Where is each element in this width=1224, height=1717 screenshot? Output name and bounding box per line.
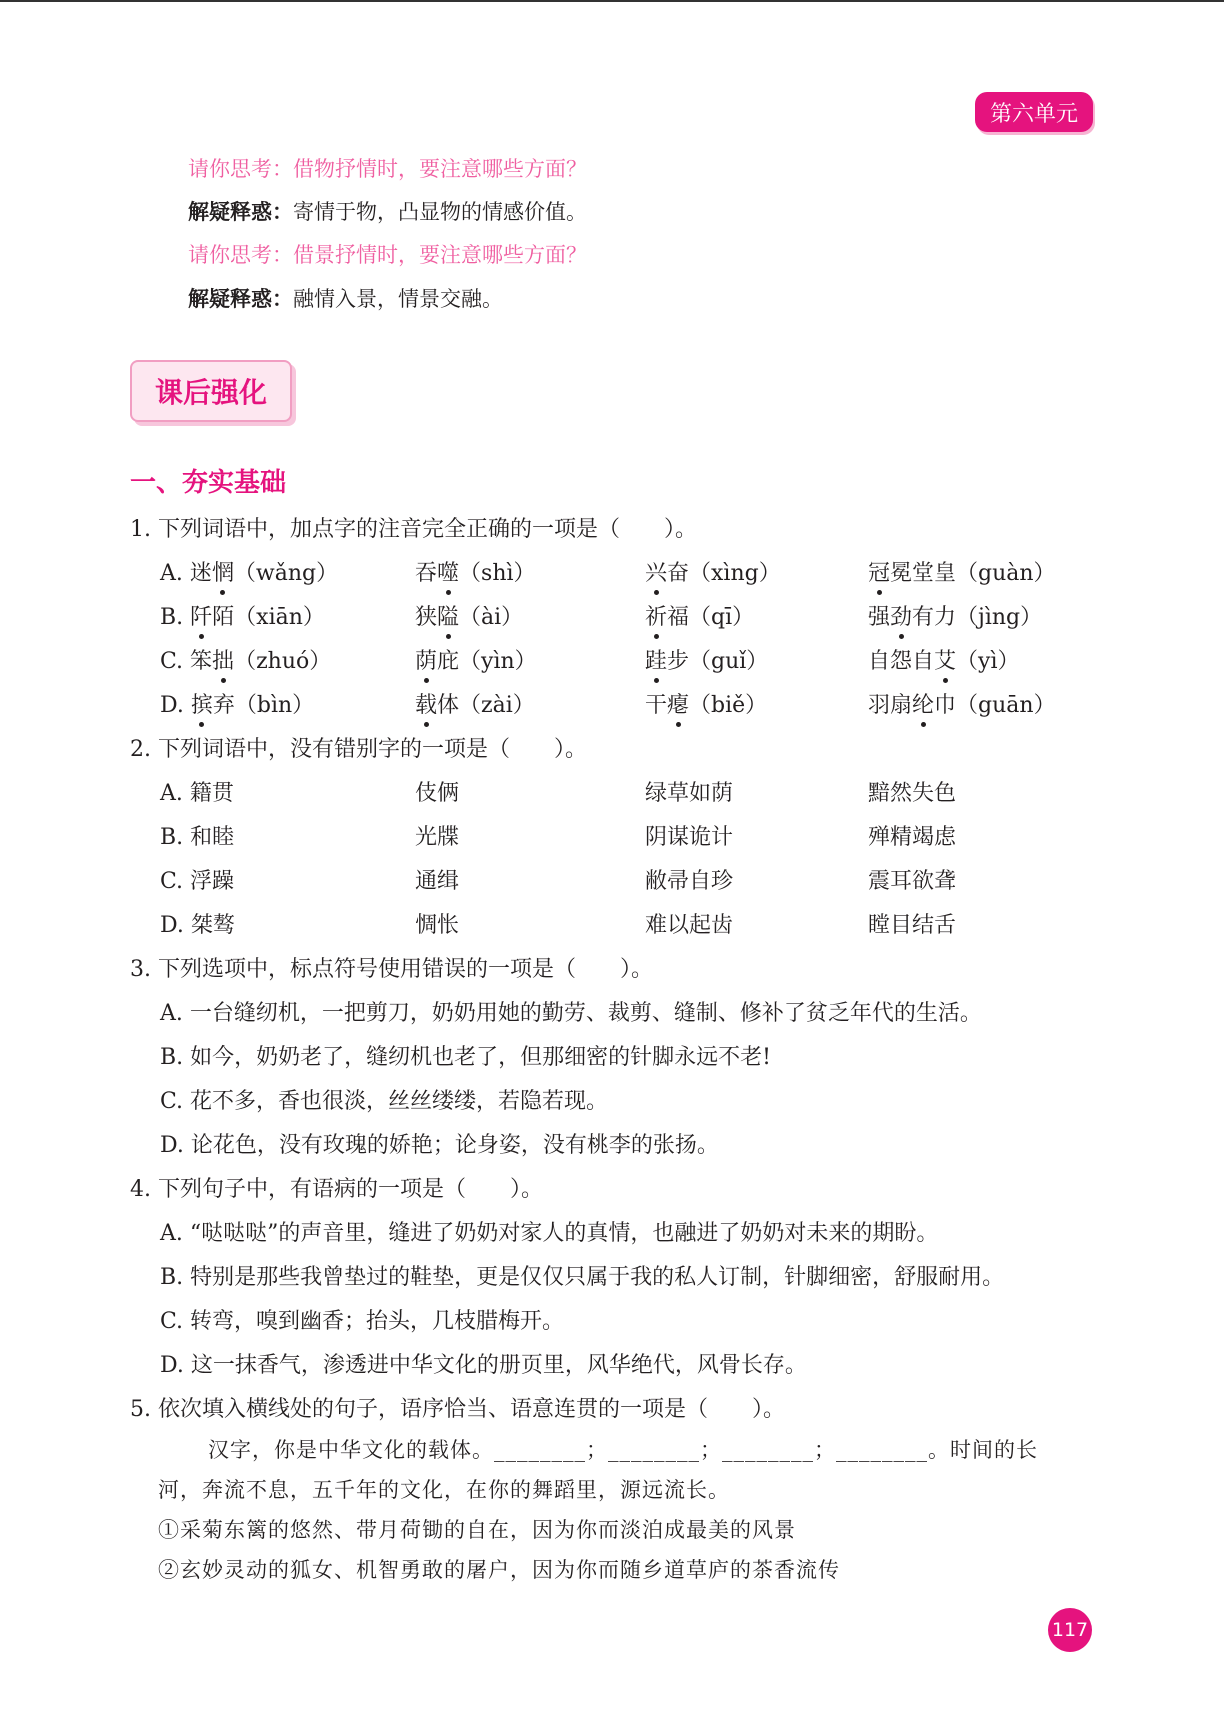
top-border (0, 0, 1224, 2)
q4-option-a: A. “哒哒哒”的声音里，缝进了奶奶对家人的真情，也融进了奶奶对未来的期盼。 (160, 1221, 939, 1246)
q1-option-d-2: 载体（zài） (415, 688, 535, 719)
q2-option-c-4: 震耳欲聋 (868, 869, 957, 894)
q1-option-d-1: D. 摈弃（bìn） (160, 688, 314, 719)
page-number: 117 (1048, 1608, 1092, 1652)
q4-option-c: C. 转弯，嗅到幽香；抬头，几枝腊梅开。 (160, 1309, 565, 1334)
q2-option-c-3: 敝帚自珍 (645, 869, 734, 894)
q5-passage-line-2: 河，奔流不息，五千年的文化，在你的舞蹈里，源远流长。 (158, 1478, 730, 1502)
q3-option-b: B. 如今，奶奶老了，缝纫机也老了，但那细密的针脚永远不老! (160, 1045, 771, 1070)
q2-option-c-1: C. 浮躁 (160, 869, 235, 894)
q2-option-d-1: D. 桀骜 (160, 913, 235, 938)
think-label: 请你思考： (188, 243, 293, 267)
answer-label: 解疑释惑： (188, 287, 293, 311)
q2-stem: 2. 下列词语中，没有错别字的一项是（ ）。 (130, 737, 587, 762)
q5-passage-line-1: 汉字，你是中华文化的载体。________；________；________；________。时间的长 (208, 1438, 1038, 1462)
q1-option-c-4: 自怨自艾（yì） (868, 644, 1020, 675)
q1-option-b-4: 强劲有力（jìng） (868, 600, 1042, 631)
section-title: 课后强化 (130, 360, 292, 422)
unit-badge: 第六单元 (975, 92, 1093, 132)
sub-heading: 一、夯实基础 (130, 468, 287, 498)
q1-option-c-3: 跬步（guǐ） (645, 644, 768, 675)
q3-option-d: D. 论花色，没有玫瑰的娇艳；论身姿，没有桃李的张扬。 (160, 1133, 719, 1158)
think-answer-1 (188, 196, 587, 226)
think-text: 借景抒情时，要注意哪些方面？ (293, 243, 587, 267)
think-answer-2 (188, 283, 503, 313)
q4-option-d: D. 这一抹香气，渗透进中华文化的册页里，风华绝代，风骨长存。 (160, 1353, 807, 1378)
think-text: 借物抒情时，要注意哪些方面？ (293, 157, 587, 181)
q2-option-d-3: 难以起齿 (645, 913, 734, 938)
q1-stem: 1. 下列词语中，加点字的注音完全正确的一项是（ ）。 (130, 517, 697, 542)
q2-option-a-4: 黯然失色 (868, 781, 957, 806)
q1-option-a-1: A. 迷惘（wǎng） (160, 556, 338, 587)
q5-item-1: ①采菊东篱的悠然、带月荷锄的自在，因为你而淡泊成最美的风景 (158, 1518, 796, 1542)
q1-option-a-3: 兴奋（xìng） (645, 556, 781, 587)
q1-option-b-1: B. 阡陌（xiān） (160, 600, 325, 631)
q2-option-a-2: 伎俩 (415, 781, 460, 806)
q1-option-b-2: 狭隘（ài） (415, 600, 523, 631)
q1-option-b-3: 祈福（qī） (645, 600, 754, 631)
q5-stem: 5. 依次填入横线处的句子，语序恰当、语意连贯的一项是（ ）。 (130, 1397, 785, 1422)
q5-item-2: ②玄妙灵动的狐女、机智勇敢的屠户，因为你而随乡道草庐的茶香流传 (158, 1558, 840, 1582)
q3-stem: 3. 下列选项中，标点符号使用错误的一项是（ ）。 (130, 957, 653, 982)
think-label: 请你思考： (188, 157, 293, 181)
q2-option-b-4: 殚精竭虑 (868, 825, 957, 850)
q1-option-a-2: 吞噬（shì） (415, 556, 536, 587)
q4-stem: 4. 下列句子中，有语病的一项是（ ）。 (130, 1177, 543, 1202)
q2-option-a-3: 绿草如荫 (645, 781, 734, 806)
answer-text: 寄情于物，凸显物的情感价值。 (293, 200, 587, 224)
q2-option-b-1: B. 和睦 (160, 825, 235, 850)
q2-option-c-2: 通缉 (415, 869, 460, 894)
answer-text: 融情入景，情景交融。 (293, 287, 503, 311)
q1-option-d-4: 羽扇纶巾（guān） (868, 688, 1056, 719)
answer-label: 解疑释惑： (188, 200, 293, 224)
q2-option-a-1: A. 籍贯 (160, 781, 234, 806)
q1-option-c-1: C. 笨拙（zhuó） (160, 644, 331, 675)
q2-option-d-4: 瞠目结舌 (868, 913, 957, 938)
think-question-1 (188, 153, 587, 183)
q1-option-a-4: 冠冕堂皇（guàn） (868, 556, 1056, 587)
q3-option-a: A. 一台缝纫机，一把剪刀，奶奶用她的勤劳、裁剪、缝制、修补了贫乏年代的生活。 (160, 1001, 982, 1026)
think-question-2 (188, 239, 587, 269)
q1-option-c-2: 荫庇（yìn） (415, 644, 537, 675)
q4-option-b: B. 特别是那些我曾垫过的鞋垫，更是仅仅只属于我的私人订制，针脚细密，舒服耐用。 (160, 1265, 1005, 1290)
q2-option-b-2: 光牒 (415, 825, 460, 850)
q1-option-d-3: 干瘪（biě） (645, 688, 767, 719)
q3-option-c: C. 花不多，香也很淡，丝丝缕缕，若隐若现。 (160, 1089, 609, 1114)
q2-option-b-3: 阴谋诡计 (645, 825, 734, 850)
q2-option-d-2: 惆怅 (415, 913, 460, 938)
